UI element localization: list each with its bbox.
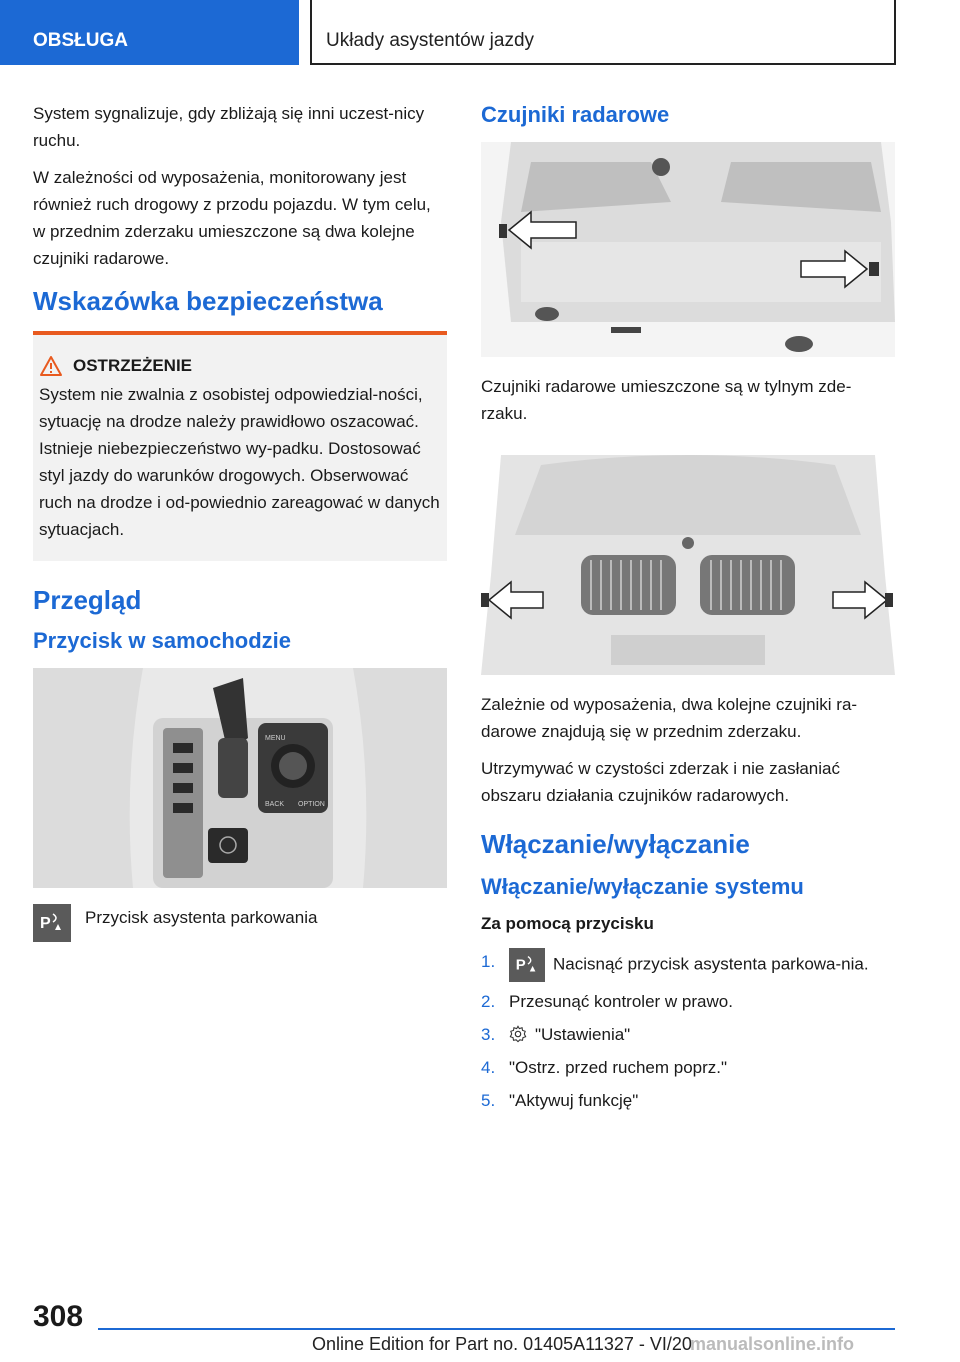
paragraph-traffic-signal: System sygnalizuje, gdy zbliżają się inni uczest-nicy ruchu. [33,104,425,150]
park-assist-icon [509,948,545,982]
header-chapter [310,0,896,65]
svg-text:P: P [40,915,51,932]
rear-bumper-image [481,142,895,357]
step-text: "Ustawienia" [535,1025,631,1044]
radar-sensors-heading: Czujniki radarowe [481,102,670,127]
console-menu-label: MENU [265,735,286,742]
center-console-image [33,668,447,888]
header-chapter-label: Układy asystentów jazdy [326,30,535,51]
overview-heading: Przegląd [33,585,142,615]
front-sensors-caption: Zależnie od wyposażenia, dwa kolejne czujniki ra-darowe znajdują się w przednim zderzaku. [481,695,858,741]
footer-edition: Online Edition for Part no. 01405A11327 - VI/20 [312,1334,692,1354]
button-in-car-heading: Przycisk w samochodzie [33,628,291,653]
right-column [481,100,895,1120]
step-number: 3. [481,1025,496,1044]
step-text: Przesunąć kontroler w prawo. [509,992,733,1011]
header-section-tab [0,0,299,65]
warning-title [39,355,441,377]
console-option-label: OPTION [298,801,325,808]
step-number: 1. [481,952,496,971]
step-number: 4. [481,1058,496,1077]
park-assist-icon [33,904,71,942]
step-text: "Ostrz. przed ruchem poprz." [509,1058,728,1077]
list-item [481,1087,895,1114]
step-text: "Aktywuj funkcję" [509,1091,639,1110]
gear-icon [509,1025,527,1043]
park-assist-caption [33,904,447,942]
list-item [481,948,895,982]
safety-heading: Wskazówka bezpieczeństwa [33,286,383,316]
onoff-heading: Włączanie/wyłączanie [481,829,750,859]
warning-title-label: OSTRZEŻENIE [73,356,193,375]
step-number: 5. [481,1091,496,1110]
park-assist-caption-text: Przycisk asystenta parkowania [85,908,318,927]
console-back-label: BACK [265,801,285,808]
rear-sensors-caption: Czujniki radarowe umieszczone są w tylnym zde-rzaku. [481,377,852,423]
warning-box [33,331,447,561]
clean-bumper-text: Utrzymywać w czystości zderzak i nie zasłaniać obszaru działania czujników radarowych. [481,759,840,805]
onoff-system-heading: Włączanie/wyłączanie systemu [481,874,804,899]
left-column [33,100,447,942]
list-item [481,1021,895,1048]
steps-list [481,948,895,1114]
footer-divider [98,1328,895,1330]
paragraph-front-radar: W zależności od wyposażenia, monitorowany jest również ruch drogowy z przodu pojazdu. W tym celu, w przednim zderzaku umieszczone są dwa kolejne czujniki radarowe. [33,168,431,268]
header-section-label: OBSŁUGA [33,30,128,51]
front-bumper-image [481,455,895,675]
list-item [481,988,895,1015]
step-number: 2. [481,992,496,1011]
watermark: manualsonline.info [690,1334,855,1354]
list-item [481,1054,895,1081]
warning-triangle-icon [39,355,63,377]
via-button-heading: Za pomocą przycisku [481,914,654,933]
warning-text: System nie zwalnia z osobistej odpowiedzial-ności, sytuację na drodze należy prawidłowo oszacować. Istnieje niebezpieczeństwo wy-padku. Dostosować styl jazdy do warunków drogowych. Obserwować ruch na drodze i od-powiednio zareagować w danych sytuacjach. [39,385,440,539]
step-text: Nacisnąć przycisk asystenta parkowa-nia. [553,954,869,974]
svg-text:P: P [515,956,526,974]
page-number: 308 [33,1300,84,1333]
